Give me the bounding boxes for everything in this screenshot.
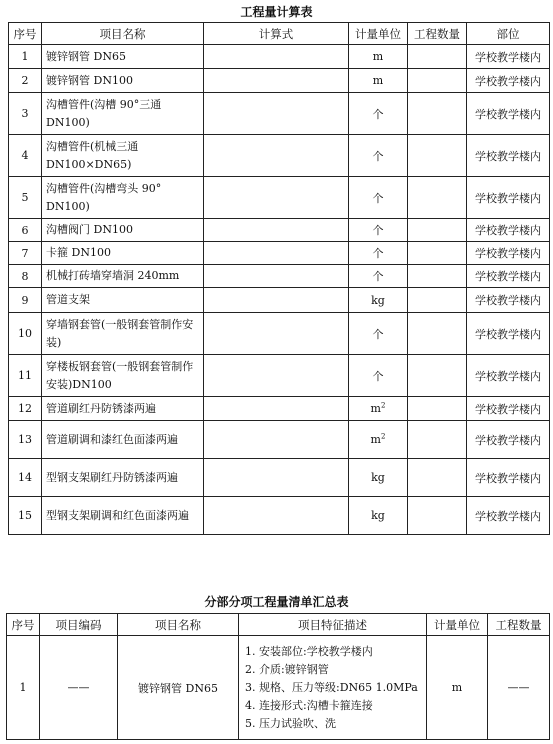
- row-unit: 个: [349, 177, 408, 219]
- row-feature-description: [239, 636, 427, 740]
- row-location: 学校教学楼内: [467, 397, 550, 421]
- row-unit: kg: [349, 497, 408, 535]
- row-no: 7: [9, 242, 42, 265]
- table-row: [9, 242, 550, 265]
- bill-summary-table: [6, 613, 550, 740]
- header-quantity: 工程数量: [408, 23, 467, 45]
- row-formula: [204, 421, 349, 459]
- row-no: 11: [9, 355, 42, 397]
- row-formula: [204, 497, 349, 535]
- row-formula: [204, 397, 349, 421]
- row-formula: [204, 242, 349, 265]
- row-quantity: [408, 459, 467, 497]
- table1-header-row: [9, 23, 550, 45]
- row-item-name: 卡箍 DN100: [42, 242, 204, 265]
- row-quantity: ——: [488, 636, 550, 740]
- row-location: 学校教学楼内: [467, 242, 550, 265]
- row-quantity: [408, 497, 467, 535]
- table-row: [9, 355, 550, 397]
- row-quantity: [408, 265, 467, 288]
- table-row: [9, 93, 550, 135]
- header-no: 序号: [9, 23, 42, 45]
- row-unit: 个: [349, 265, 408, 288]
- row-quantity: [408, 313, 467, 355]
- header-feature-description: 项目特征描述: [239, 614, 427, 636]
- row-no: 15: [9, 497, 42, 535]
- row-location: 学校教学楼内: [467, 69, 550, 93]
- row-location: 学校教学楼内: [467, 421, 550, 459]
- row-quantity: [408, 242, 467, 265]
- header-location: 部位: [467, 23, 550, 45]
- table-row: [9, 497, 550, 535]
- header-no: 序号: [7, 614, 40, 636]
- row-no: 1: [9, 45, 42, 69]
- row-location: 学校教学楼内: [467, 135, 550, 177]
- row-item-name: 型钢支架刷红丹防锈漆两遍: [42, 459, 204, 497]
- row-unit: 个: [349, 135, 408, 177]
- feature-line: 1. 安装部位:学校教学楼内: [245, 644, 373, 658]
- row-unit: m: [349, 45, 408, 69]
- row-unit: 个: [349, 93, 408, 135]
- row-location: 学校教学楼内: [467, 219, 550, 242]
- unit-superscript: 2: [380, 432, 386, 441]
- row-item-name: 管道刷红丹防锈漆两遍: [42, 397, 204, 421]
- header-item-code: 项目编码: [40, 614, 118, 636]
- unit-base: m: [370, 402, 381, 415]
- row-quantity: [408, 135, 467, 177]
- row-no: 13: [9, 421, 42, 459]
- row-quantity: [408, 397, 467, 421]
- row-no: 14: [9, 459, 42, 497]
- table-row: [9, 313, 550, 355]
- row-location: 学校教学楼内: [467, 288, 550, 313]
- row-location: 学校教学楼内: [467, 313, 550, 355]
- header-item-name: 项目名称: [42, 23, 204, 45]
- header-unit: 计量单位: [349, 23, 408, 45]
- row-no: 1: [7, 636, 40, 740]
- row-location: 学校教学楼内: [467, 459, 550, 497]
- row-unit: m: [349, 69, 408, 93]
- row-formula: [204, 135, 349, 177]
- row-unit: 个: [349, 242, 408, 265]
- row-formula: [204, 219, 349, 242]
- row-quantity: [408, 421, 467, 459]
- row-no: 12: [9, 397, 42, 421]
- unit-base: m: [370, 433, 381, 446]
- table-row: [9, 265, 550, 288]
- row-no: 6: [9, 219, 42, 242]
- row-item-name: 沟槽管件(沟槽弯头 90° DN100): [42, 177, 204, 219]
- row-item-name: 穿墙钢套管(一般钢套管制作安装): [42, 313, 204, 355]
- row-item-name: 沟槽管件(沟槽 90°三通 DN100): [42, 93, 204, 135]
- row-quantity: [408, 45, 467, 69]
- row-no: 9: [9, 288, 42, 313]
- row-formula: [204, 69, 349, 93]
- row-unit: kg: [349, 288, 408, 313]
- header-unit: 计量单位: [427, 614, 488, 636]
- row-item-name: 沟槽阀门 DN100: [42, 219, 204, 242]
- row-formula: [204, 355, 349, 397]
- table-row: [9, 135, 550, 177]
- header-formula: 计算式: [204, 23, 349, 45]
- row-unit: 个: [349, 355, 408, 397]
- row-no: 2: [9, 69, 42, 93]
- feature-line: 4. 连接形式:沟槽卡箍连接: [245, 698, 373, 712]
- row-item-name: 镀锌钢管 DN100: [42, 69, 204, 93]
- feature-line: 3. 规格、压力等级:DN65 1.0MPa: [245, 680, 418, 694]
- row-unit: [349, 397, 408, 421]
- table-row: [9, 45, 550, 69]
- row-location: 学校教学楼内: [467, 497, 550, 535]
- row-formula: [204, 93, 349, 135]
- table-row: [7, 636, 550, 740]
- table-row: [9, 219, 550, 242]
- table-row: [9, 288, 550, 313]
- table-row: [9, 177, 550, 219]
- table-row: [9, 397, 550, 421]
- row-item-name: 镀锌钢管 DN65: [42, 45, 204, 69]
- row-location: 学校教学楼内: [467, 45, 550, 69]
- row-quantity: [408, 355, 467, 397]
- row-unit: m: [427, 636, 488, 740]
- row-unit: [349, 421, 408, 459]
- row-quantity: [408, 177, 467, 219]
- header-item-name: 项目名称: [118, 614, 239, 636]
- feature-line: 2. 介质:镀锌钢管: [245, 662, 329, 676]
- row-formula: [204, 177, 349, 219]
- table1-title: 工程量计算表: [240, 5, 313, 19]
- row-quantity: [408, 219, 467, 242]
- calculation-table: [8, 22, 550, 535]
- row-formula: [204, 45, 349, 69]
- row-item-name: 管道刷调和漆红色面漆两遍: [42, 421, 204, 459]
- row-location: 学校教学楼内: [467, 93, 550, 135]
- table-row: [9, 421, 550, 459]
- row-quantity: [408, 69, 467, 93]
- row-unit: kg: [349, 459, 408, 497]
- table-row: [9, 69, 550, 93]
- table-row: [9, 459, 550, 497]
- row-quantity: [408, 93, 467, 135]
- row-item-name: 镀锌钢管 DN65: [118, 636, 239, 740]
- row-no: 10: [9, 313, 42, 355]
- row-item-name: 管道支架: [42, 288, 204, 313]
- row-location: 学校教学楼内: [467, 177, 550, 219]
- row-formula: [204, 459, 349, 497]
- row-item-name: 机械打砖墙穿墙洞 240mm: [42, 265, 204, 288]
- row-item-name: 穿楼板钢套管(一般钢套管制作安装)DN100: [42, 355, 204, 397]
- row-item-name: 沟槽管件(机械三通 DN100×DN65): [42, 135, 204, 177]
- row-quantity: [408, 288, 467, 313]
- row-no: 5: [9, 177, 42, 219]
- row-location: 学校教学楼内: [467, 355, 550, 397]
- table2-header-row: [7, 614, 550, 636]
- row-formula: [204, 288, 349, 313]
- row-unit: 个: [349, 313, 408, 355]
- table2-title: 分部分项工程量清单汇总表: [204, 595, 349, 609]
- row-no: 8: [9, 265, 42, 288]
- row-code: ——: [40, 636, 118, 740]
- row-item-name: 型钢支架刷调和红色面漆两遍: [42, 497, 204, 535]
- row-no: 4: [9, 135, 42, 177]
- header-quantity: 工程数量: [488, 614, 550, 636]
- row-location: 学校教学楼内: [467, 265, 550, 288]
- row-no: 3: [9, 93, 42, 135]
- row-formula: [204, 265, 349, 288]
- feature-line: 5. 压力试验吹、洗: [245, 716, 336, 730]
- unit-superscript: 2: [380, 401, 386, 410]
- row-unit: 个: [349, 219, 408, 242]
- row-formula: [204, 313, 349, 355]
